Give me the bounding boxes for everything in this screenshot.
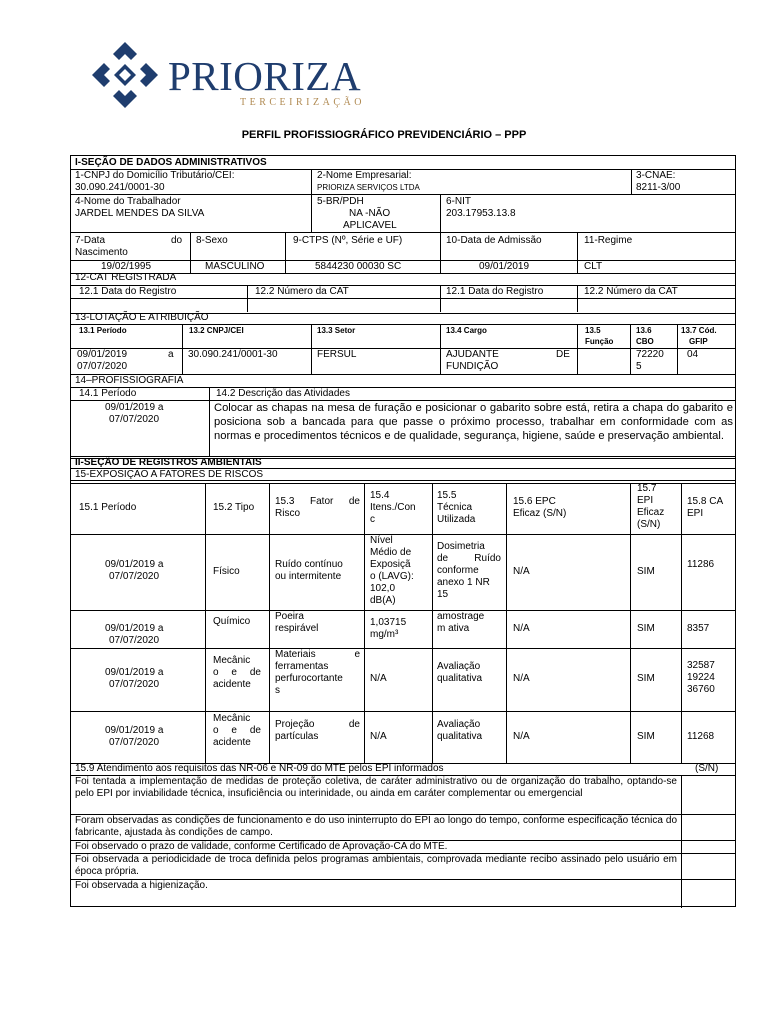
risk-row-periodo-1: 09/01/2019 a [105,623,164,634]
risk-row-tecnica: m ativa [437,623,470,634]
risk-row-fator: Poeira [275,611,304,622]
risk-row-fator: ferramentas [275,661,329,672]
risk-row-itens: Médio de [370,547,412,558]
prof-periodo-1: 09/01/2019 a [105,402,164,413]
cat-col-3: 12.1 Data do Registro [446,286,544,297]
risk-row-itens: o (LAVG): [370,571,414,582]
risk-row-tipo: Físico [213,566,240,577]
risk-row-fator: ou intermitente [275,571,342,582]
lot-cargo-1b: DE [556,349,570,360]
ctps-label: 9-CTPS (Nº, Série e UF) [293,235,403,246]
cat-heading: 12-CAT REGISTRADA [75,272,177,283]
risk-col-epi-2: EPI [637,495,654,506]
risk-row-tecnica: qualitativa [437,673,483,684]
empresa-label: 2-Nome Empresarial: [317,170,412,181]
admissao-value: 09/01/2019 [479,261,530,272]
risk-row-periodo-1: 09/01/2019 a [105,725,164,736]
risk-row-itens: Exposiçã [370,559,411,570]
lot-cbo-1: 72220 [636,349,664,360]
risk-row-fator: Materiais e [275,649,360,660]
risk-row-fator: Ruído contínuo [275,559,343,570]
risk-row-epi: SIM [637,673,655,684]
risk-col-epc-1: 15.6 EPC [513,496,556,507]
risk-col-fator-1: 15.3 Fator de [275,496,360,507]
cnae-label: 3-CNAE: [636,170,676,181]
lot-col-funcao-1: 13.5 [585,326,601,335]
risk-row-fator: respirável [275,623,319,634]
req-sn-header: (S/N) [695,763,719,774]
risk-row-itens: Nível [370,535,393,546]
risk-row-itens: mg/m³ [370,629,399,640]
section2-heading: II-SEÇÃO DE REGISTROS AMBIENTAIS [75,457,262,468]
lot-cargo-1a: AJUDANTE [446,349,499,360]
risk-col-ca-1: 15.8 CA [687,496,724,507]
risk-row-tecnica: anexo 1 NR [437,577,490,588]
risk-col-fator-2: Risco [275,508,301,519]
lot-col-gfip-1: 13.7 Cód. [681,326,717,335]
nasc-label-1: 7-Data [75,235,106,246]
lotacao-heading: 13-LOTAÇÃO E ATRIBUIÇÃO [75,312,209,323]
cnpj-label: 1-CNPJ do Domicílio Tributário/CEI: [75,170,235,181]
lot-cnpj: 30.090.241/0001-30 [188,349,278,360]
risk-row-epi: SIM [637,731,655,742]
cat-col-2: 12.2 Número da CAT [255,286,349,297]
lot-periodo-2: 07/07/2020 [77,361,128,372]
exposicao-heading: 15-EXPOSIÇÃO A FATORES DE RISCOS [75,469,264,480]
sexo-value: MASCULINO [205,261,265,272]
req-row-4: Foi observada a periodicidade de troca definida pelos programas ambientais, comprovada mediante recibo assinado pelo usuário em época própria. [75,854,677,877]
risk-row-tipo: o e de [213,667,261,678]
ppp-form [70,155,736,907]
risk-col-tecnica-3: Utilizada [437,514,476,525]
risk-row-itens: 102,0 [370,583,396,594]
logo-mark-icon [90,40,160,110]
risk-row-epc: N/A [513,731,530,742]
risk-row-periodo-2: 07/07/2020 [109,571,160,582]
risk-row-tecnica: de Ruído [437,553,501,564]
risk-row-tecnica: Avaliação [437,719,481,730]
lot-col-cbo-1: 13.6 [636,326,652,335]
prof-periodo-2: 07/07/2020 [109,414,160,425]
risk-col-itens-3: c [370,514,375,525]
risk-col-itens-2: Itens./Con [370,502,416,513]
nit-value: 203.17953.13.8 [446,208,516,219]
req-row-2: Foram observadas as condições de funcionamento e do uso ininterrupto do EPI ao longo do tempo, conforme especificação técnica do fabricante, ajustada às condições de campo. [75,815,677,838]
risk-row-tipo: Mecânic [213,655,251,666]
risk-row-tecnica: conforme [437,565,479,576]
regime-label: 11-Regime [584,235,633,246]
risk-col-periodo: 15.1 Período [79,502,137,513]
risk-row-tipo: o e de [213,725,261,736]
req-row-1: Foi tentada a implementação de medidas de proteção coletiva, de caráter administrativo ou de organização do trabalho, optando-se pelo EPI por inviabilidade técnica, insuficiência ou interinidade, ou ainda em caráter complementar ou emergencial [75,776,677,799]
empresa-value: PRIORIZA SERVIÇOS LTDA [317,183,420,192]
req-row-5: Foi observada a higienização. [75,880,208,891]
risk-row-tipo: Mecânic [213,713,251,724]
risk-row-itens: N/A [370,731,387,742]
risk-row-tipo: acidente [213,737,251,748]
risk-col-epi-3: Eficaz [637,507,665,518]
lot-col-gfip-2: GFIP [689,337,708,346]
risk-row-fator: s [275,685,280,696]
lot-periodo-1: 09/01/2019 [77,349,128,360]
risk-row-tecnica: Avaliação [437,661,481,672]
risk-row-periodo-2: 07/07/2020 [109,635,160,646]
ctps-value: 5844230 00030 SC [315,261,402,272]
risk-row-tipo: Químico [213,616,251,627]
brpdh-value-2: APLICAVEL [343,220,397,231]
lot-col-periodo: 13.1 Período [79,326,127,335]
regime-value: CLT [584,261,603,272]
risk-row-periodo-2: 07/07/2020 [109,679,160,690]
risk-row-itens: dB(A) [370,595,396,606]
brpdh-label: 5-BR/PDH [317,196,364,207]
sexo-label: 8-Sexo [196,235,228,246]
lot-setor: FERSUL [317,349,357,360]
risk-row-periodo-1: 09/01/2019 a [105,667,164,678]
nit-label: 6-NIT [446,196,471,207]
risk-col-tecnica-2: Técnica [437,502,473,513]
risk-row-periodo-2: 07/07/2020 [109,737,160,748]
risk-row-ca: 8357 [687,623,710,634]
nasc-label-do: do [171,235,183,246]
lot-col-setor: 13.3 Setor [317,326,356,335]
cnae-value: 8211-3/00 [636,182,681,193]
risk-row-ca: 11268 [687,731,715,742]
prof-periodo-label: 14.1 Período [79,388,137,399]
risk-row-epc: N/A [513,673,530,684]
risk-col-epi-4: (S/N) [637,519,661,530]
risk-row-itens: N/A [370,673,387,684]
prof-desc-label: 14.2 Descrição das Atividades [216,388,350,399]
risk-row-epc: N/A [513,566,530,577]
nasc-label-2: Nascimento [75,247,128,258]
risk-row-epc: N/A [513,623,530,634]
lot-col-cargo: 13.4 Cargo [446,326,487,335]
lot-cbo-2: 5 [636,361,642,372]
risk-row-tipo: acidente [213,679,251,690]
cat-col-4: 12.2 Número da CAT [584,286,678,297]
lot-gfip: 04 [687,349,699,360]
lot-periodo-a: a [168,349,174,360]
lot-col-cbo-2: CBO [636,337,654,346]
risk-row-epi: SIM [637,566,655,577]
risk-row-ca: 11286 [687,559,715,570]
risk-row-fator: partículas [275,731,319,742]
company-logo [90,40,390,110]
section1-heading: I-SEÇÃO DE DADOS ADMINISTRATIVOS [75,157,267,168]
risk-row-tecnica: Dosimetria [437,541,485,552]
risk-col-epi-1: 15.7 [637,483,657,494]
nome-label: 4-Nome do Trabalhador [75,196,181,207]
risk-col-itens-1: 15.4 [370,490,390,501]
risk-row-epi: SIM [637,623,655,634]
req-row-3: Foi observado o prazo de validade, conforme Certificado de Aprovação-CA do MTE. [75,841,448,852]
risk-col-tecnica-1: 15.5 [437,490,457,501]
risk-row-tecnica: amostrage [437,611,485,622]
risk-row-itens: 1,03715 [370,617,407,628]
admissao-label: 10-Data de Admissão [446,235,542,246]
cat-col-1: 12.1 Data do Registro [79,286,177,297]
risk-row-ca: 19224 [687,672,715,683]
risk-row-tecnica: qualitativa [437,731,483,742]
risk-col-tipo: 15.2 Tipo [213,502,255,513]
risk-col-ca-2: EPI [687,508,704,519]
brand-subtitle: TERCEIRIZAÇÃO [240,97,365,108]
brand-name: PRIORIZA [168,53,362,99]
risk-row-fator: perfurocortante [275,673,343,684]
risk-col-epc-2: Eficaz (S/N) [513,508,567,519]
risk-row-fator: Projeção de [275,719,360,730]
req-heading: 15.9 Atendimento aos requisitos das NR-06 e NR-09 do MTE pelos EPI informados [75,763,444,774]
nasc-value: 19/02/1995 [101,261,152,272]
risk-row-periodo-1: 09/01/2019 a [105,559,164,570]
nome-value: JARDEL MENDES DA SILVA [75,208,205,219]
risk-row-ca: 32587 [687,660,715,671]
cnpj-value: 30.090.241/0001-30 [75,182,165,193]
lot-col-cnpj: 13.2 CNPJ/CEI [189,326,244,335]
risk-row-tecnica: 15 [437,589,449,600]
lot-cargo-2: FUNDIÇÃO [446,361,499,372]
lot-col-funcao-2: Função [585,337,614,346]
prof-heading: 14–PROFISSIOGRAFIA [75,375,184,386]
document-title: PERFIL PROFISSIOGRÁFICO PREVIDENCIÁRIO – PPP [241,129,527,141]
prof-description: Colocar as chapas na mesa de furação e posicionar o gabarito sobre está, retira a chapa do gabarito e posiciona sob a bancada para que passe o próximo processo, trabalhar em conformidade com as normas e procedimentos técnicos e de qualidade, segurança, higiene, saúde e preservação ambiental. [214,402,733,442]
risk-row-ca: 36760 [687,684,715,695]
brpdh-value-1: NA -NÃO [349,208,391,219]
